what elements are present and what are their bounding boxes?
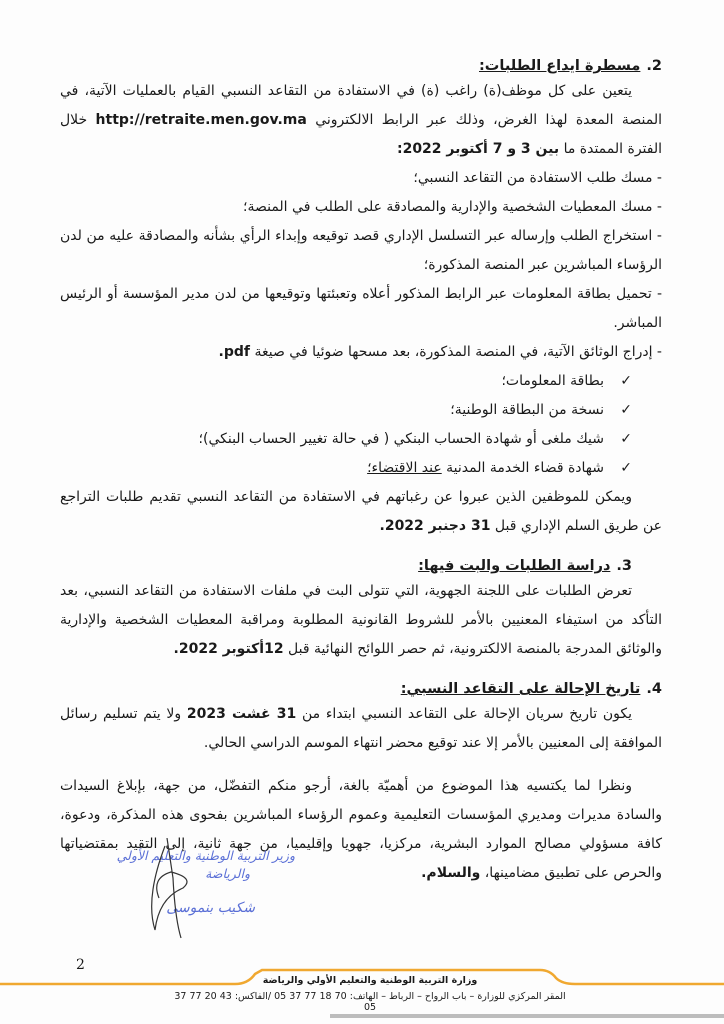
section-number: 4. [646,681,662,697]
section-2-heading [60,55,662,77]
signature-title-line1: وزير التربية الوطنية والتعليم الأولي [116,848,295,863]
page-edge [330,1014,724,1018]
document-body [60,55,662,888]
section-4-heading [60,678,662,700]
list-item [60,454,632,483]
footer-ministry: وزارة التربية الوطنية والتعليم الأولي والرياضة [262,975,478,986]
section-4-body [60,700,662,758]
section-title: مسطرة ايداع الطلبات: [479,58,641,74]
list-item: - استخراج الطلب وإرساله عبر التسلسل الإداري قصد توقيعه وإبداء الرأي بشأنه والمصادقة عليه من لدن الرؤساء المباشرين عبر المنصة المذكورة؛ [60,222,662,280]
list-item [60,338,662,367]
withdrawal-text: ويمكن للموظفين الذين عبروا عن رغباتهم في الاستفادة من التقاعد النسبي تقديم طلبات التراجع عن طريق السلم الإداري قبل [60,489,662,534]
page-number: 2 [76,957,85,973]
handwritten-signature-icon [95,838,215,948]
checkmark-icon: ✓ [620,373,632,389]
document-item: شهادة قضاء الخدمة المدنية [446,460,604,476]
steps-list [60,164,662,367]
signature-title-line2: والرياضة [205,866,250,881]
list-item: - تحميل بطاقة المعلومات عبر الرابط المذكور أعلاه وتعبئتها وتوقيعها من لدن مدير المؤسسة أو الرئيس المباشر. [60,280,662,338]
closing-salutation: والسلام. [421,865,481,881]
section-4-text: يكون تاريخ سريان الإحالة على التقاعد النسبي ابتداء من [301,706,632,722]
section-4-date: 31 غشت 2023 [186,706,297,722]
list-item: - مسك المعطيات الشخصية والإدارية والمصادقة على الطلب في المنصة؛ [60,193,662,222]
signature-name: شكيب بنموسى [166,900,255,916]
checkmark-icon: ✓ [620,402,632,418]
pdf-label: pdf. [218,344,250,360]
section-3-text: تعرض الطلبات على اللجنة الجهوية، التي تتولى البت في ملفات الاستفادة من التقاعد النسبي، بعد التأكد من استيفاء المعنيين بالأمر للشروط القانونية المطلوبة ومراقبة المعطيات الشخصية والإدارية والوثائق المدرجة بالمنصة الالكترونية، ثم حصر اللوائح النهائية قبل [60,583,662,657]
section-number: 2. [646,58,662,74]
list-item [60,396,632,425]
withdrawal-date: 31 دجنبر 2022. [379,518,491,534]
document-item: شيك ملغى أو شهادة الحساب البنكي ( في حالة تغيير الحساب البنكي)؛ [198,431,604,447]
section-number: 3. [616,558,632,574]
list-item [60,367,632,396]
document-suffix: عند الاقتضاء؛ [367,460,442,476]
step-text: إدراج الوثائق الآتية، في المنصة المذكورة، بعد مسحها ضوئيا في صيغة [254,344,653,360]
list-item [60,425,632,454]
documents-list [60,367,662,483]
retraite-link[interactable]: http://retraite.men.gov.ma [95,112,307,128]
intro-text: يتعين على كل موظف(ة) راغب (ة) في الاستفادة من التقاعد النسبي القيام بالعمليات الآتية، في المنصة المعدة لهذا الغرض، وذلك عبر الرابط الالكتروني [60,83,662,128]
section-title: دراسة الطلبات والبت فيها: [418,558,611,574]
section-title: تاريخ الإحالة على التقاعد النسبي: [400,681,641,697]
section-3-body [60,577,662,664]
footer-address: المقر المركزي للوزارة – باب الرواح – الرباط – الهاتف: 70 18 77 37 05 /الفاكس: 43 20 77 37 05 [174,991,566,1013]
section-3-date: 12أكتوبر 2022. [173,641,284,657]
section-2-intro [60,77,662,164]
intro-dates: بين 3 و 7 أكتوبر 2022: [396,141,560,157]
section-4-text-2: ولا يتم تسليم رسائل الموافقة إلى المعنيين بالأمر إلا عند توقيع محضر انتهاء الموسم الدراسي الحالي. [60,706,662,751]
signature-block [95,848,305,938]
list-item: - مسك طلب الاستفادة من التقاعد النسبي؛ [60,164,662,193]
intro-text-2: خلال الفترة الممتدة ما [60,112,662,157]
section-3-heading [60,555,662,577]
document-item: نسخة من البطاقة الوطنية؛ [450,402,604,418]
closing-text: ونظرا لما يكتسيه هذا الموضوع من أهميّة بالغة، أرجو منكم التفضّل، من جهة، بإبلاغ السيدات والسادة مديرات ومديري المؤسسات التعليمية وعموم الرؤساء المباشرين بفحوى هذه المذكرة، ودعوة، كافة مسؤولي مصالح الموارد البشرية، مركزيا، جهويا وإقليميا، من جهة ثانية، إلى التقيد بمقتضياتها والحرص على تطبيق مضامينها، [60,778,662,881]
checkmark-icon: ✓ [620,460,632,476]
withdrawal-paragraph [60,483,662,541]
document-item: بطاقة المعلومات؛ [501,373,604,389]
checkmark-icon: ✓ [620,431,632,447]
